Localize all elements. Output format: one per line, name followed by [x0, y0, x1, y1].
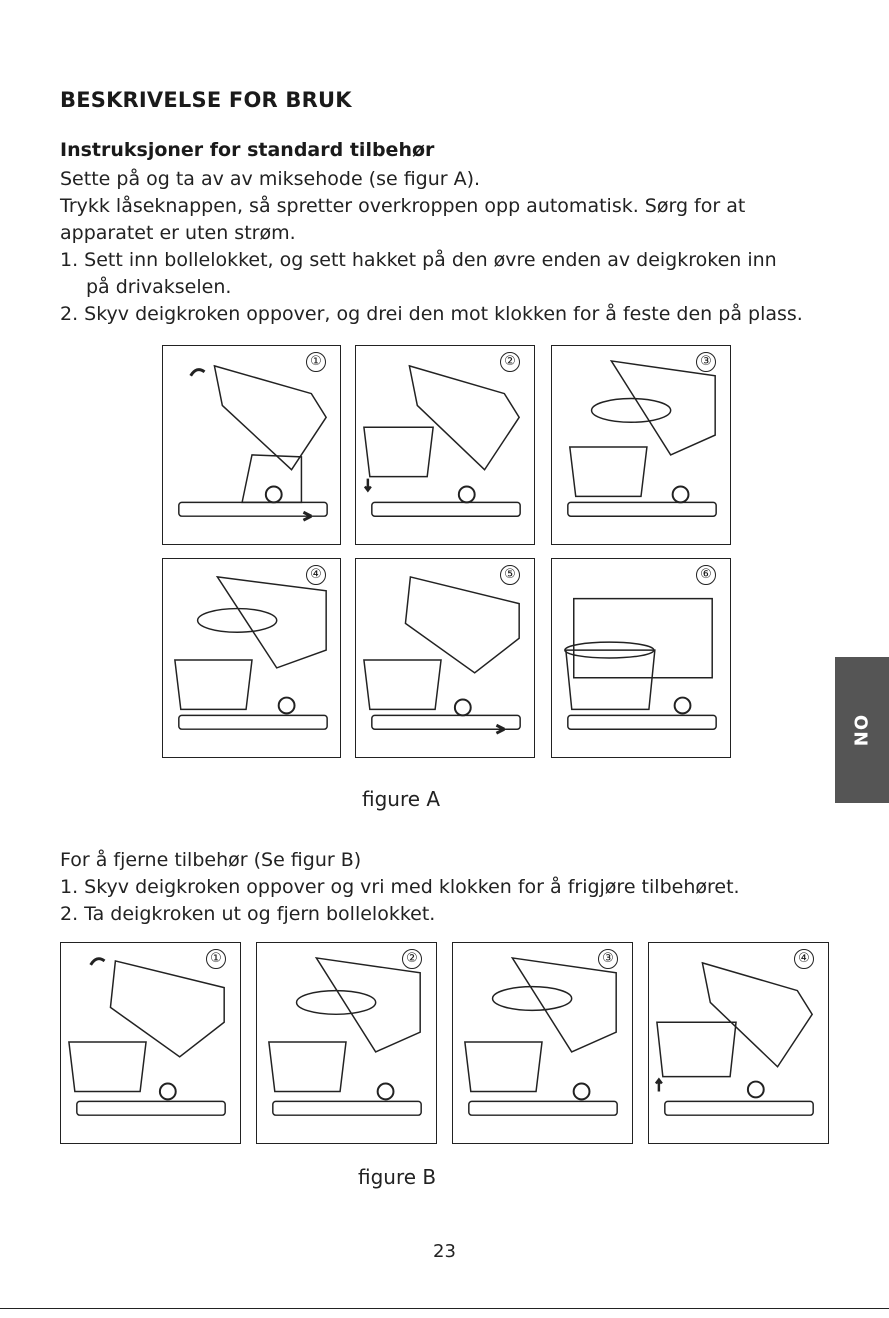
instruction-line: 2. Ta deigkroken ut og fjern bollelokket. — [60, 903, 436, 925]
figure-a-step-1 — [162, 345, 341, 545]
figure-a-step-6 — [551, 558, 731, 758]
step-number: ③ — [598, 949, 618, 969]
mixer-illustration-attach-hook — [163, 559, 340, 757]
instruction-line: 1. Sett inn bollelokket, og sett hakket på den øvre enden av deigkroken inn — [60, 249, 777, 271]
instruction-line: Sette på og ta av av miksehode (se figur A). — [60, 168, 481, 190]
figure-a-step-4 — [162, 558, 341, 758]
instruction-line: apparatet er uten strøm. — [60, 222, 296, 244]
figure-b-step-4 — [648, 942, 829, 1144]
mixer-illustration-remove-cover — [453, 943, 632, 1143]
language-tab — [835, 657, 889, 803]
bottom-rule — [0, 1308, 889, 1309]
figure-b-step-1 — [60, 942, 241, 1144]
figure-a-step-5 — [355, 558, 535, 758]
page-title: BESKRIVELSE FOR BRUK — [60, 88, 352, 112]
mixer-illustration-assembled — [552, 559, 730, 757]
mixer-illustration-fit-cover — [552, 346, 730, 544]
mixer-illustration-release-hook — [61, 943, 240, 1143]
step-number: ① — [206, 949, 226, 969]
instruction-line: For å fjerne tilbehør (Se figur B) — [60, 849, 362, 871]
figure-b-step-2 — [256, 942, 437, 1144]
figure-a-caption: figure A — [362, 787, 441, 811]
language-tab-label: NO — [851, 713, 873, 747]
figure-b-step-3 — [452, 942, 633, 1144]
instruction-line: Trykk låseknappen, så spretter overkroppen opp automatisk. Sørg for at — [60, 195, 746, 217]
mixer-illustration-head-up — [163, 346, 340, 544]
step-number: ⑥ — [696, 565, 716, 585]
mixer-illustration-lift-bowl — [649, 943, 828, 1143]
mixer-illustration-remove-hook — [257, 943, 436, 1143]
step-number: ① — [306, 352, 326, 372]
step-number: ④ — [794, 949, 814, 969]
step-number: ④ — [306, 565, 326, 585]
instruction-line: 2. Skyv deigkroken oppover, og drei den mot klokken for å feste den på plass. — [60, 303, 803, 325]
figure-b-caption: figure B — [358, 1165, 437, 1189]
mixer-illustration-insert-bowl — [356, 346, 534, 544]
step-number: ⑤ — [500, 565, 520, 585]
section-heading: Instruksjoner for standard tilbehør — [60, 139, 435, 161]
mixer-illustration-lock-hook — [356, 559, 534, 757]
step-number: ② — [500, 352, 520, 372]
step-number: ③ — [696, 352, 716, 372]
figure-a-step-3 — [551, 345, 731, 545]
instruction-line: på drivakselen. — [86, 276, 232, 298]
instruction-line: 1. Skyv deigkroken oppover og vri med klokken for å frigjøre tilbehøret. — [60, 876, 740, 898]
page-number: 23 — [433, 1241, 456, 1262]
figure-a-step-2 — [355, 345, 535, 545]
step-number: ② — [402, 949, 422, 969]
